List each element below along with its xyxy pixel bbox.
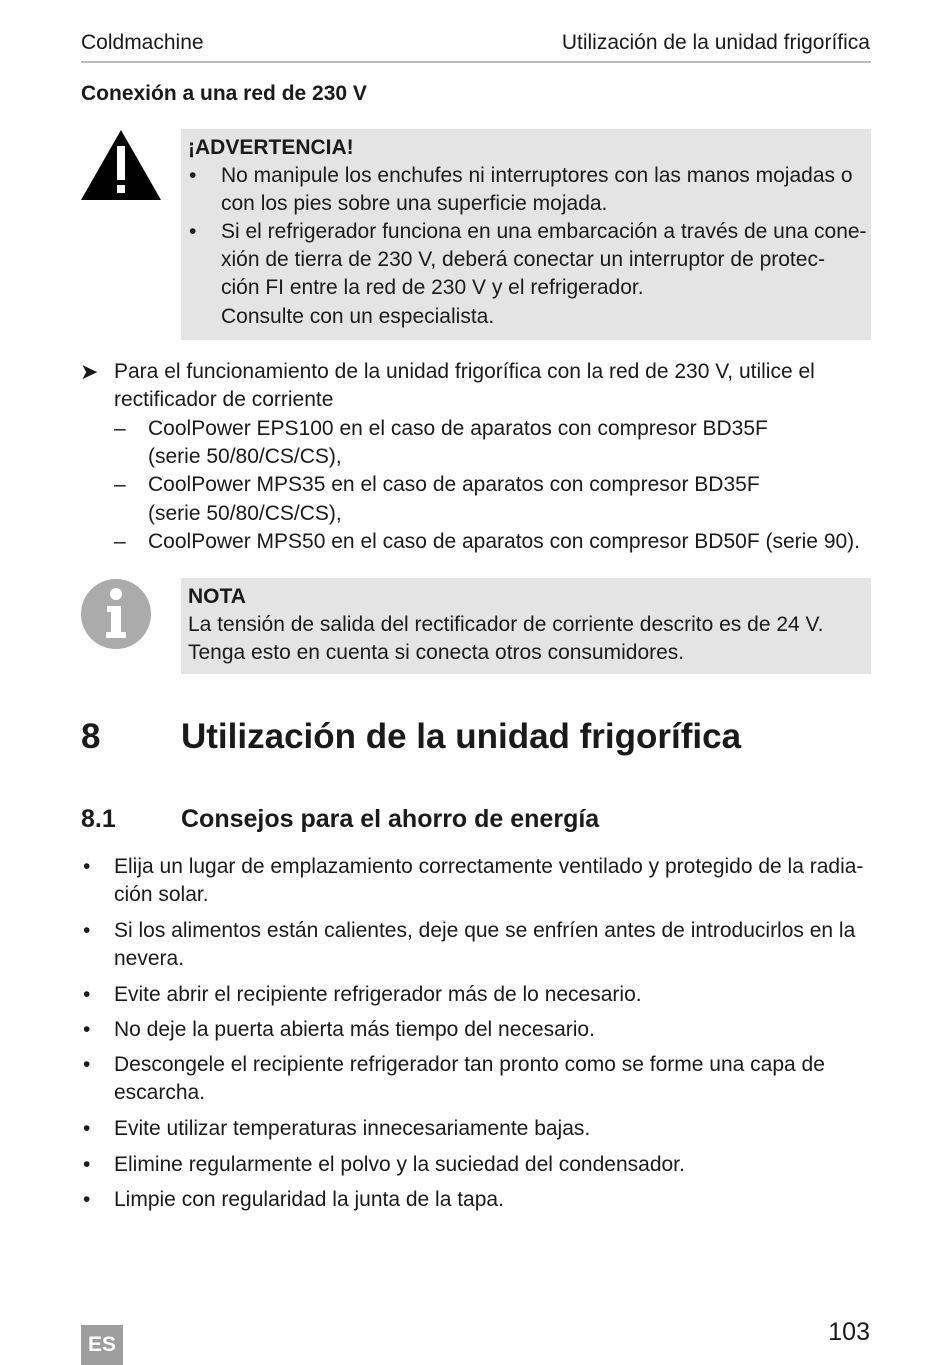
arrow-right-icon: ➤ (80, 359, 99, 384)
warning-title: ¡ADVERTENCIA! (188, 136, 354, 159)
bullet-icon: • (83, 855, 91, 878)
tip-item: Evite utilizar temperaturas innecesariamente bajas. (114, 1117, 591, 1140)
instruction-text: Para el funcionamiento de la unidad frigorífica con la red de 230 V, utilice el (114, 360, 815, 383)
running-header-right: Utilización de la unidad frigorífica (561, 31, 870, 54)
bullet-icon: • (83, 983, 91, 1006)
bullet-icon: • (189, 164, 197, 187)
note-text: La tensión de salida del rectificador de corriente descrito es de 24 V. (188, 613, 824, 636)
list-item: (serie 50/80/CS/CS), (148, 445, 342, 468)
tip-item: Si los alimentos están calientes, deje que se enfríen antes de introducirlos en la (114, 919, 856, 942)
list-item: (serie 50/80/CS/CS), (148, 502, 342, 525)
subsection-number: 8.1 (81, 805, 116, 833)
warning-text: Si el refrigerador funciona en una embarcación a través de una cone- (221, 220, 867, 243)
tip-item: Limpie con regularidad la junta de la tapa. (114, 1188, 504, 1211)
page-number: 103 (828, 1318, 870, 1346)
list-item: CoolPower MPS35 en el caso de aparatos con compresor BD35F (148, 473, 760, 496)
dash-marker: – (114, 530, 126, 553)
bullet-icon: • (83, 1053, 91, 1076)
list-item: CoolPower EPS100 en el caso de aparatos con compresor BD35F (148, 417, 768, 440)
warning-box (181, 129, 871, 340)
bullet-icon: • (189, 220, 197, 243)
warning-text: No manipule los enchufes ni interruptores con las manos mojadas o (221, 164, 853, 187)
warning-triangle-icon (80, 128, 162, 202)
tip-item: Descongele el recipiente refrigerador tan pronto como se forme una capa de (114, 1053, 825, 1076)
bullet-icon: • (83, 1117, 91, 1140)
running-header-left: Coldmachine (81, 31, 204, 54)
tip-item: nevera. (114, 947, 185, 970)
warning-text: ción FI entre la red de 230 V y el refrigerador. (221, 276, 644, 299)
dash-marker: – (114, 473, 126, 496)
note-title: NOTA (188, 585, 246, 608)
warning-text: xión de tierra de 230 V, deberá conectar un interruptor de protec- (221, 248, 825, 271)
tip-item: escarcha. (114, 1081, 206, 1104)
dash-marker: – (114, 417, 126, 440)
section-heading: Conexión a una red de 230 V (81, 82, 367, 105)
chapter-title: Utilización de la unidad frigorífica (181, 717, 742, 756)
info-icon (80, 578, 152, 650)
warning-text: con los pies sobre una superficie mojada. (221, 192, 608, 215)
note-text: Tenga esto en cuenta si conecta otros consumidores. (188, 641, 685, 664)
warning-text: Consulte con un especialista. (221, 305, 495, 328)
language-badge: ES (81, 1325, 123, 1365)
tip-item: No deje la puerta abierta más tiempo del necesario. (114, 1018, 595, 1041)
chapter-number: 8 (81, 717, 101, 756)
instruction-text: rectificador de corriente (114, 388, 334, 411)
note-box (181, 578, 871, 674)
bullet-icon: • (83, 919, 91, 942)
bullet-icon: • (83, 1018, 91, 1041)
tip-item: Evite abrir el recipiente refrigerador más de lo necesario. (114, 983, 642, 1006)
tip-item: ción solar. (114, 883, 209, 906)
bullet-icon: • (83, 1188, 91, 1211)
tip-item: Elija un lugar de emplazamiento correctamente ventilado y protegido de la radia- (114, 855, 864, 878)
list-item: CoolPower MPS50 en el caso de aparatos con compresor BD50F (serie 90). (148, 530, 861, 553)
header-divider (81, 61, 871, 63)
bullet-icon: • (83, 1153, 91, 1176)
subsection-title: Consejos para el ahorro de energía (181, 805, 600, 833)
tip-item: Elimine regularmente el polvo y la suciedad del condensador. (114, 1153, 685, 1176)
